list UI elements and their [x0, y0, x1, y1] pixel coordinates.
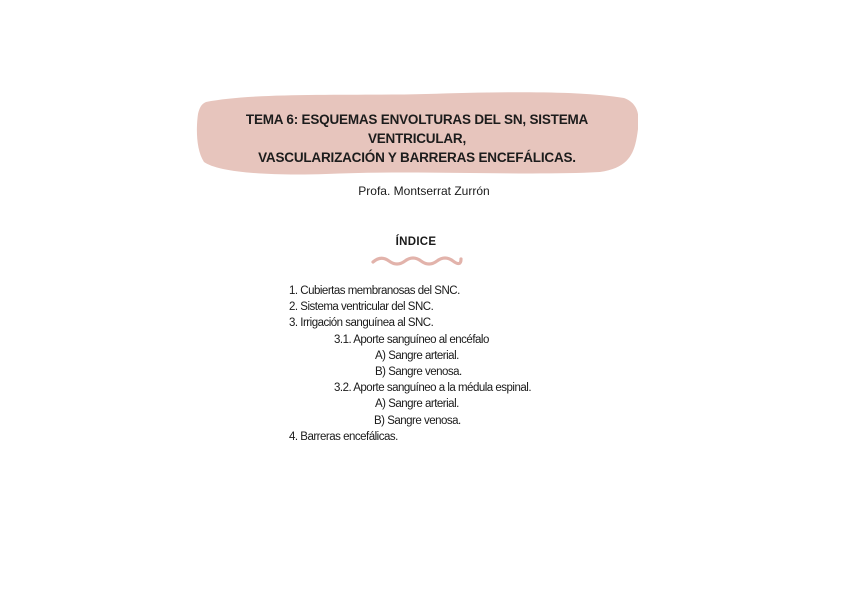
toc-subsubitem: A) Sangre arterial.: [375, 398, 459, 411]
page-title-line-1: TEMA 6: ESQUEMAS ENVOLTURAS DEL SN, SISTEMA VENTRICULAR,: [245, 112, 589, 146]
toc-subsubitem: A) Sangre arterial.: [375, 349, 459, 362]
page-title-line-2: VASCULARIZACIÓN Y BARRERAS ENCEFÁLICAS.: [258, 150, 576, 165]
author-name: Profa. Montserrat Zurrón: [358, 184, 490, 198]
toc-subitem: 3.1. Aporte sanguíneo al encéfalo: [334, 333, 489, 346]
toc-item: 2. Sistema ventricular del SNC.: [289, 301, 434, 314]
index-heading: ÍNDICE: [395, 236, 437, 248]
title-banner: [196, 88, 638, 176]
toc-subitem: 3.2. Aporte sanguíneo a la médula espinal.: [334, 382, 532, 395]
table-of-contents: [0, 283, 848, 445]
page-title: [196, 110, 638, 167]
toc-item: 4. Barreras encefálicas.: [289, 430, 398, 443]
wave-divider: [370, 254, 464, 273]
toc-subsubitem: B) Sangre venosa.: [374, 414, 461, 427]
toc-subsubitem: B) Sangre venosa.: [375, 365, 462, 378]
toc-item: 1. Cubiertas membranosas del SNC.: [289, 285, 460, 297]
toc-item: 3. Irrigación sanguínea al SNC.: [289, 317, 434, 330]
